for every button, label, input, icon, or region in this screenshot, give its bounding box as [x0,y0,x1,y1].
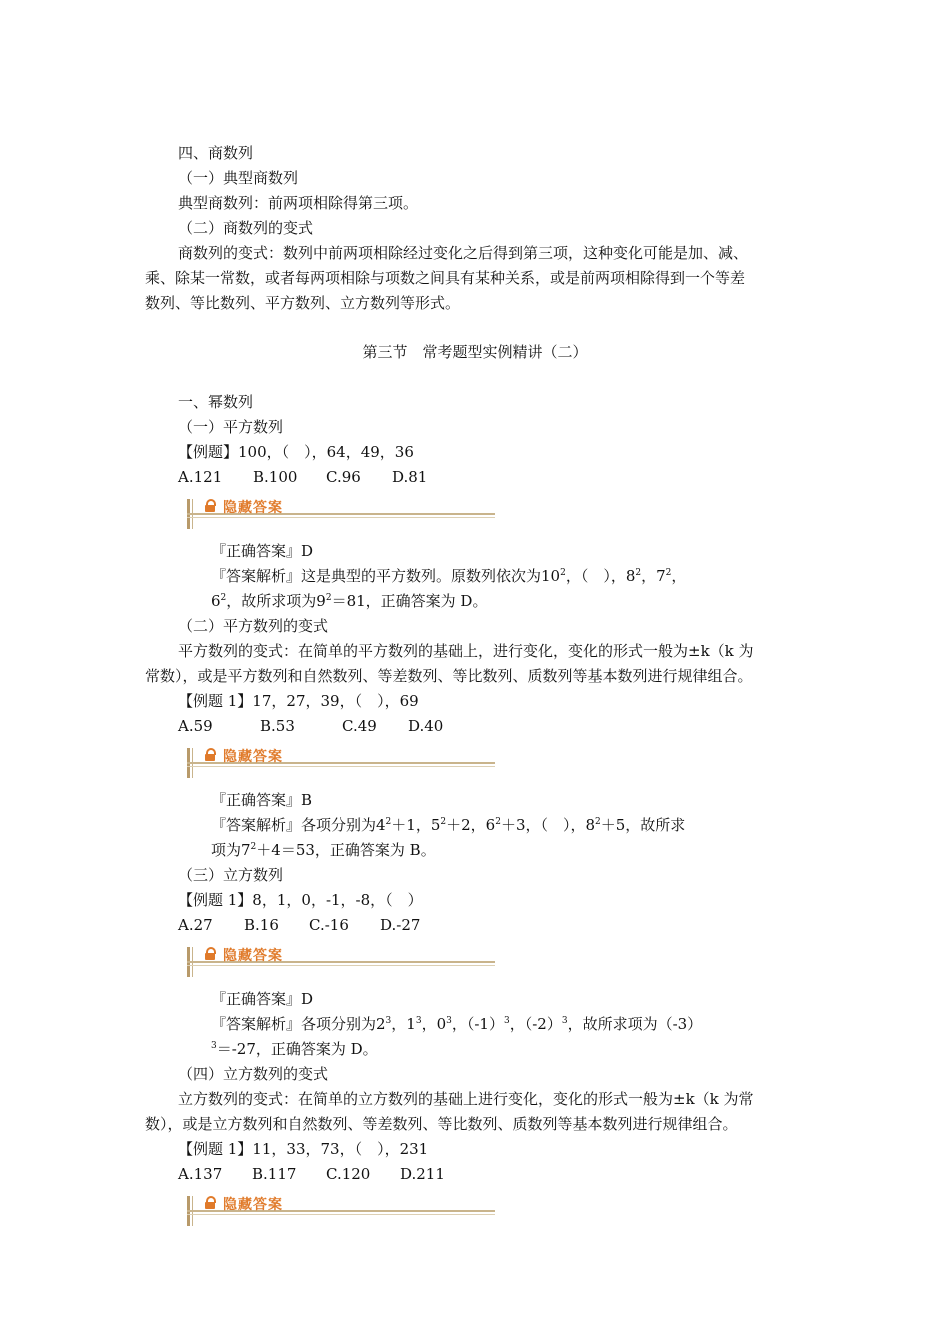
option-b: B.100 [253,468,298,486]
option-b: B.117 [252,1165,297,1183]
section-title: 第三节 常考题型实例精讲（二） [362,343,588,361]
text-typical-quotient: 典型商数列：前两项相除得第三项。 [178,194,419,212]
example-3-analysis-line2: $^3$＝-27，正确答案为 D。 [211,1040,378,1058]
text-cube-variant-1: 立方数列的变式：在简单的立方数列的基础上进行变化，变化的形式一般为±k（k 为常 [178,1090,754,1108]
lock-icon [205,947,215,960]
subheading-cube-variant: （四）立方数列的变式 [178,1065,329,1083]
example-2-analysis-line2: 项为$7^2+4=53$，正确答案为 B。 [211,841,436,859]
hidden-answer-button[interactable]: 隐藏答案 [223,500,283,516]
hidden-answer-banner-2[interactable] [187,748,497,780]
banner-rule [187,517,495,518]
hidden-answer-banner-4[interactable] [187,1196,497,1228]
example-1-question: 【例题】100，（ ），64，49，36 [178,443,414,461]
option-a: A.27 [178,916,213,934]
text-quotient-variant-3: 数列、等比数列、平方数列、立方数列等形式。 [145,294,461,312]
example-2-question: 【例题 1】17，27，39，（ ），69 [178,692,419,710]
example-2-options [178,716,443,736]
text-quotient-variant-2: 乘、除某一常数，或者每两项相除与项数之间具有某种关系，或是前两项相除得到一个等差 [145,269,746,287]
example-3-question: 【例题 1】8，1，0，-1，-8，（ ） [178,891,423,909]
option-d: D.211 [400,1165,445,1183]
subheading-quotient-variant: （二）商数列的变式 [178,219,314,237]
option-b: B.53 [260,717,295,735]
text-quotient-variant-1: 商数列的变式：数列中前两项相除经过变化之后得到第三项，这种变化可能是加、减、 [178,244,749,262]
lock-icon [205,748,215,761]
banner-rule [187,965,495,966]
option-d: D.81 [392,468,428,486]
example-1-analysis-line1: 『答案解析』这是典型的平方数列。原数列依次为$10^2$，（ ），$8^2$，$7^2$， [211,567,687,585]
subheading-cube-sequence: （三）立方数列 [178,866,284,884]
example-1-options [178,467,427,487]
subheading-square-sequence: （一）平方数列 [178,418,284,436]
text-cube-variant-2: 数），或是立方数列和自然数列、等差数列、等比数列、质数列等基本数列进行规律组合。 [145,1115,738,1133]
example-4-options [178,1164,445,1184]
hidden-answer-banner-1[interactable] [187,499,497,531]
hidden-answer-button[interactable]: 隐藏答案 [223,749,283,765]
example-3-answer: 『正确答案』D [211,990,314,1008]
option-c: C.120 [326,1165,371,1183]
example-2-answer: 『正确答案』B [211,791,313,809]
example-1-analysis-line2: $6^2$，故所求项为$9^2=81$，正确答案为 D。 [211,592,488,610]
option-d: D.-27 [380,916,421,934]
hidden-answer-button[interactable]: 隐藏答案 [223,1197,283,1213]
heading-power-sequence: 一、幂数列 [178,393,254,411]
option-a: A.137 [178,1165,223,1183]
example-1-answer: 『正确答案』D [211,542,314,560]
subheading-square-variant: （二）平方数列的变式 [178,617,329,635]
lock-icon [205,499,215,512]
option-d: D.40 [408,717,444,735]
hidden-answer-banner-3[interactable] [187,947,497,979]
option-c: C.49 [342,717,377,735]
option-a: A.121 [178,468,223,486]
lock-icon [205,1196,215,1209]
heading-quotient-sequence: 四、商数列 [178,144,254,162]
banner-rule [187,766,495,767]
option-a: A.59 [178,717,213,735]
hidden-answer-button[interactable]: 隐藏答案 [223,948,283,964]
text-square-variant-2: 常数），或是平方数列和自然数列、等差数列、等比数列、质数列等基本数列进行规律组合。 [145,667,753,685]
example-3-analysis-line1: 『答案解析』各项分别为$2^3$，$1^3$，$0^3$，$(-1)^3$，$(-2)^3$，故所求项为（-3） [211,1015,703,1033]
example-4-question: 【例题 1】11，33，73，（ ），231 [178,1140,429,1158]
option-c: C.96 [326,468,361,486]
example-2-analysis-line1: 『答案解析』各项分别为$4^2+1$，$5^2+2$，$6^2+3$，（ ），$8^2+5$，故所求 [211,816,686,834]
option-c: C.-16 [309,916,349,934]
banner-rule [187,1214,495,1215]
option-b: B.16 [244,916,279,934]
text-square-variant-1: 平方数列的变式：在简单的平方数列的基础上，进行变化，变化的形式一般为±k（k 为 [178,642,754,660]
example-3-options [178,915,420,935]
subheading-typical-quotient: （一）典型商数列 [178,169,299,187]
